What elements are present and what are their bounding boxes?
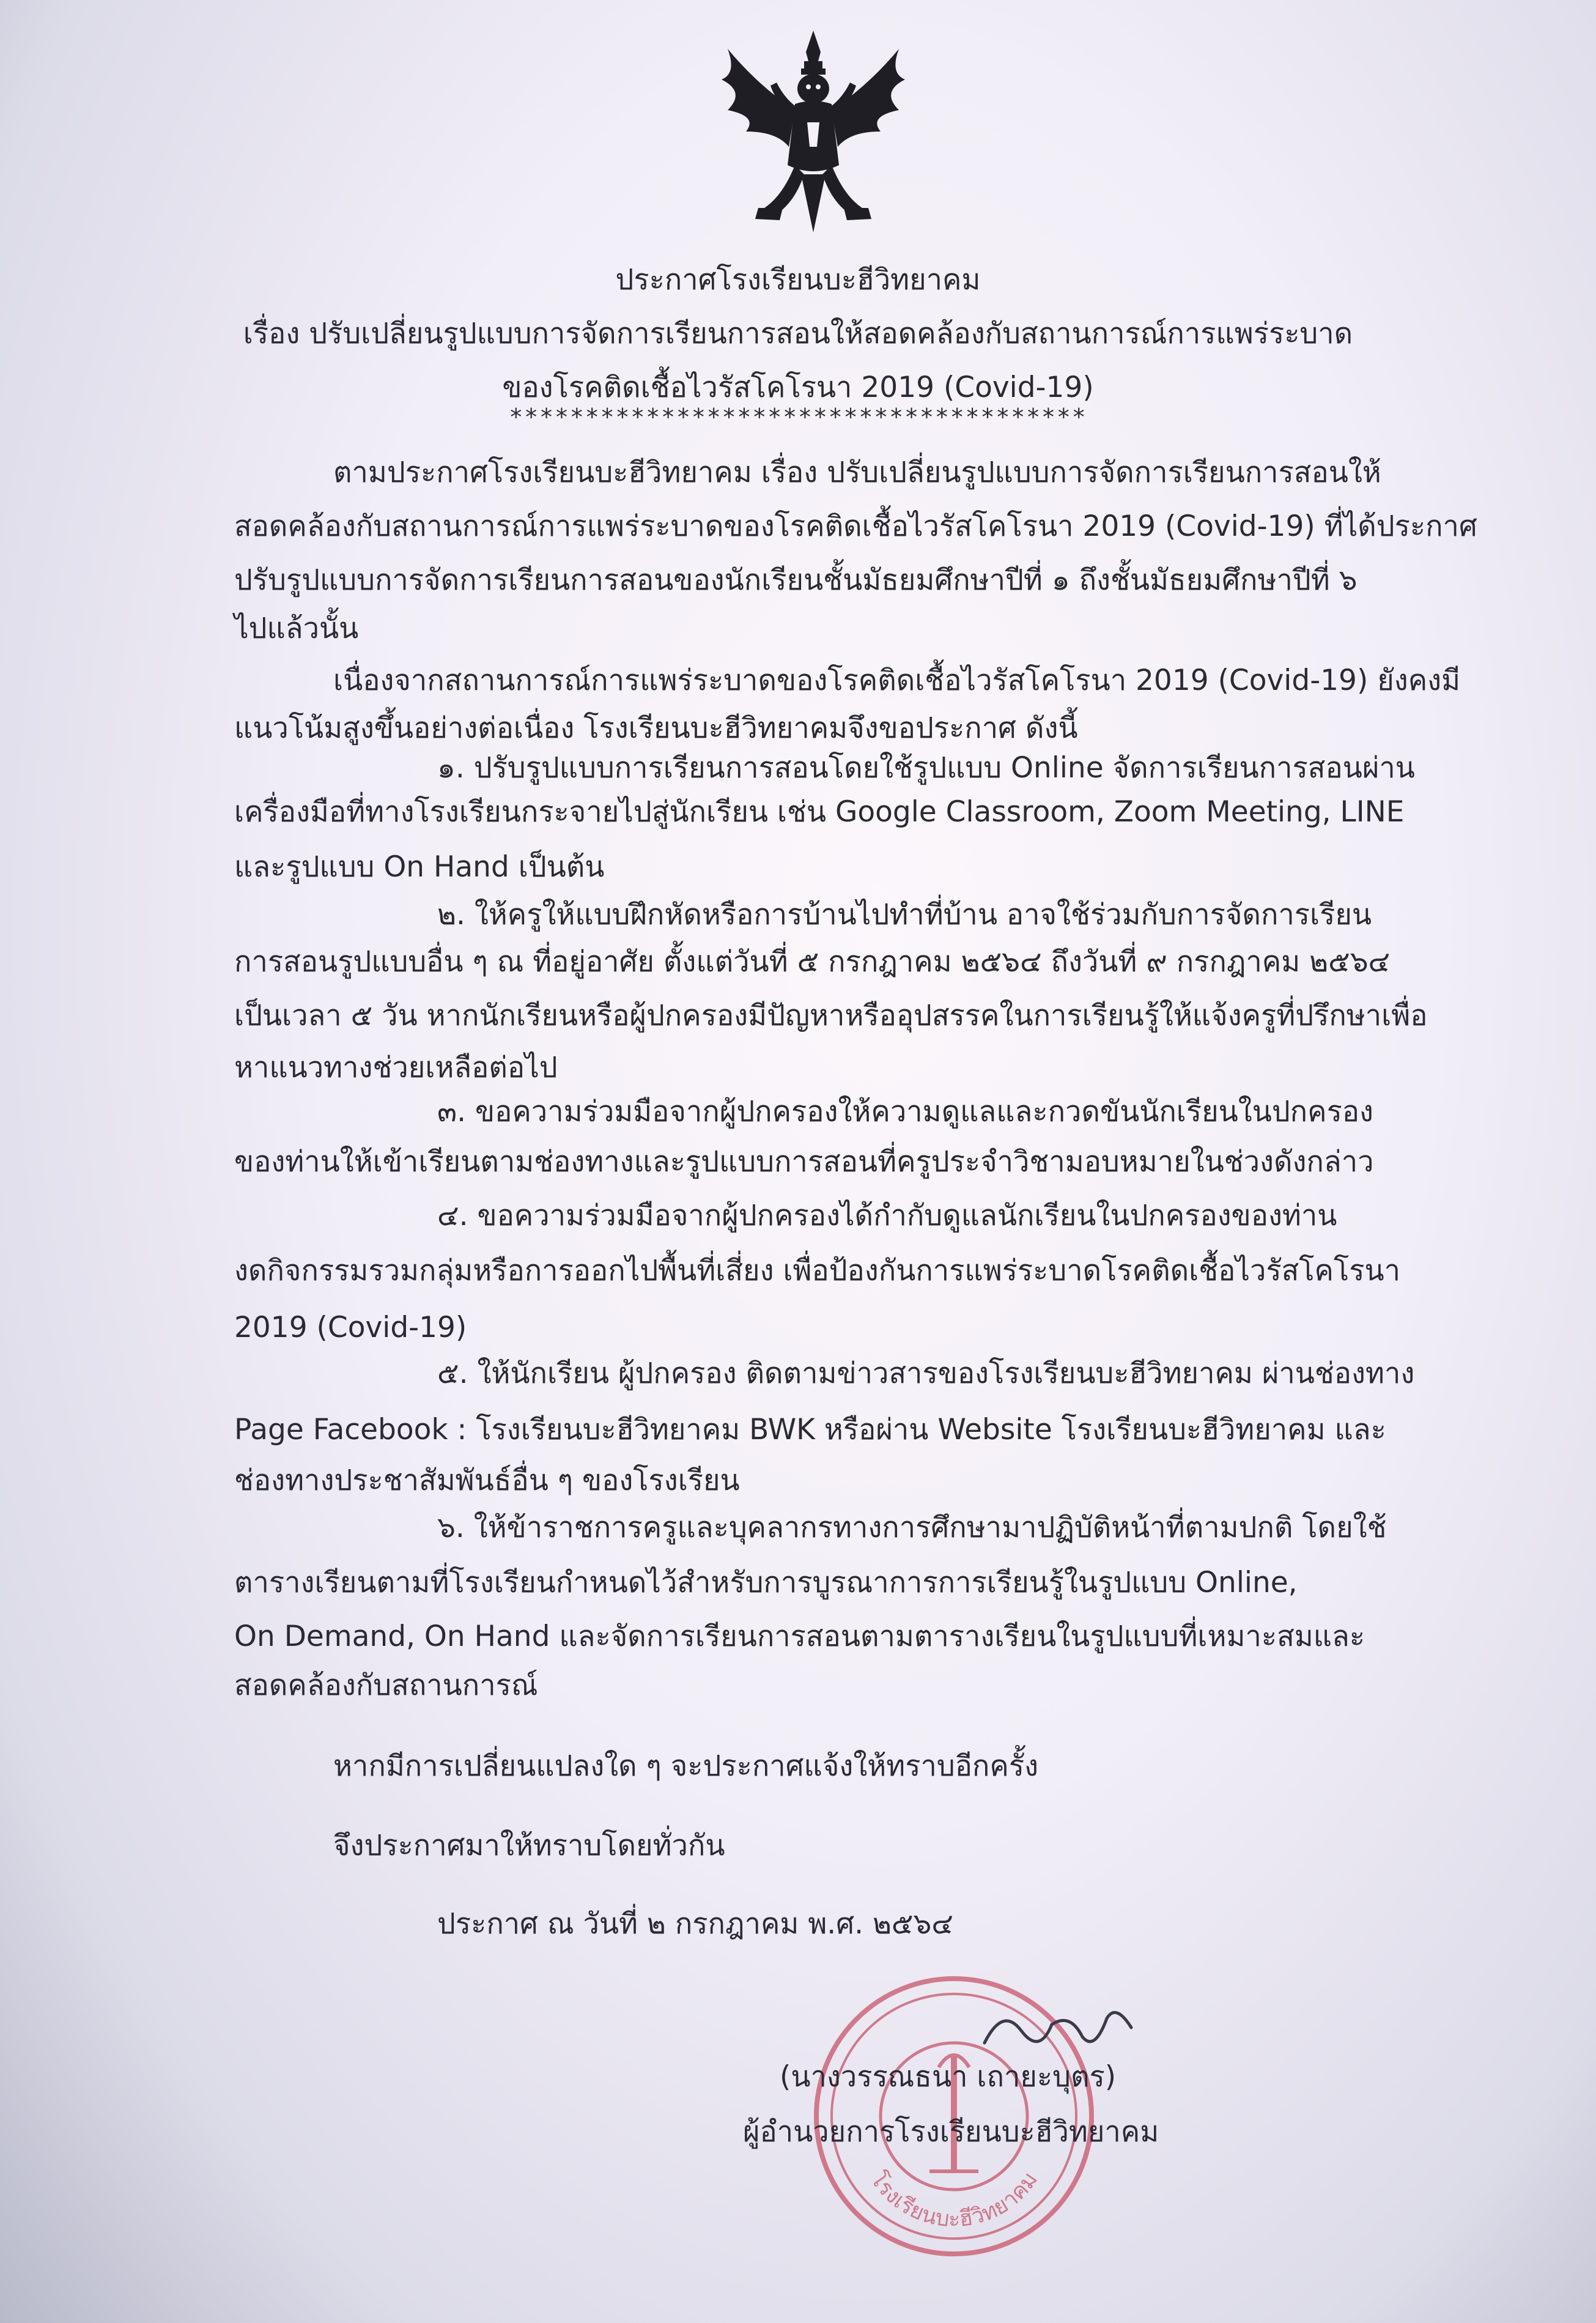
separator-line: **************************************: [509, 404, 1087, 431]
body-line: เนื่องจากสถานการณ์การแพร่ระบาดของโรคติดเชื้อไวรัสโคโรนา 2019 (Covid-19) ยังคงมี: [333, 664, 1461, 697]
body-line: 2019 (Covid-19): [234, 1311, 467, 1344]
body-line: ตารางเรียนตามที่โรงเรียนกำหนดไว้สำหรับการบูรณาการการเรียนรู้ในรูปแบบ Online,: [234, 1566, 1298, 1599]
announcement-subject-line2: ของโรคติดเชื้อไวรัสโคโรนา 2019 (Covid-19): [502, 371, 1094, 404]
body-line: ของท่านให้เข้าเรียนตามช่องทางและรูปแบบการสอนที่ครูประจำวิชามอบหมายในช่วงดังกล่าว: [234, 1145, 1374, 1179]
body-line: ไปแล้วนั้น: [234, 612, 359, 645]
signatory-position: ผู้อำนวยการโรงเรียนบะฮีวิทยาคม: [743, 2115, 1159, 2149]
body-line: ๑. ปรับรูปแบบการเรียนการสอนโดยใช้รูปแบบ Online จัดการเรียนการสอนผ่าน: [437, 751, 1415, 785]
body-line: แนวโน้มสูงขึ้นอย่างต่อเนื่อง โรงเรียนบะฮีวิทยาคมจึงขอประกาศ ดังนี้: [234, 711, 1078, 745]
body-line: ๕. ให้นักเรียน ผู้ปกครอง ติดตามข่าวสารของโรงเรียนบะฮีวิทยาคม ผ่านช่องทาง: [437, 1357, 1415, 1390]
body-line: ช่องทางประชาสัมพันธ์อื่น ๆ ของโรงเรียน: [234, 1464, 740, 1497]
body-line: การสอนรูปแบบอื่น ๆ ณ ที่อยู่อาศัย ตั้งแต่วันที่ ๕ กรกฎาคม ๒๕๖๔ ถึงวันที่ ๙ กรกฎาคม ๒๕๖๔: [234, 945, 1391, 979]
body-line: ๒. ให้ครูให้แบบฝึกหัดหรือการบ้านไปทำที่บ้าน อาจใช้ร่วมกับการจัดการเรียน: [437, 898, 1372, 932]
body-line: งดกิจกรรมรวมกลุ่มหรือการออกไปพื้นที่เสี่ยง เพื่อป้องกันการแพร่ระบาดโรคติดเชื้อไวรัสโคโรนา: [234, 1254, 1400, 1287]
body-line: Page Facebook : โรงเรียนบะฮีวิทยาคม BWK หรือผ่าน Website โรงเรียนบะฮีวิทยาคม และ: [234, 1413, 1386, 1447]
body-line: On Demand, On Hand และจัดการเรียนการสอนตามตารางเรียนในรูปแบบที่เหมาะสมและ: [234, 1620, 1365, 1653]
closing-line2: จึงประกาศมาให้ทราบโดยทั่วกัน: [333, 1829, 725, 1862]
body-line: เครื่องมือที่ทางโรงเรียนกระจายไปสู่นักเรียน เช่น Google Classroom, Zoom Meeting, LINE: [234, 795, 1405, 829]
announcement-title: ประกาศโรงเรียนบะฮีวิทยาคม: [615, 263, 981, 297]
body-line: ตามประกาศโรงเรียนบะฮีวิทยาคม เรื่อง ปรับเปลี่ยนรูปแบบการจัดการเรียนการสอนให้: [333, 456, 1381, 489]
stamp-text: โรงเรียนบะฮีวิทยาคม: [865, 2167, 1043, 2232]
announcement-date: ประกาศ ณ วันที่ ๒ กรกฎาคม พ.ศ. ๒๕๖๔: [437, 1907, 953, 1941]
signatory-name: (นางวรรณธนา เถายะบุตร): [780, 2060, 1117, 2094]
body-line: และรูปแบบ On Hand เป็นต้น: [234, 850, 605, 884]
body-line: หาแนวทางช่วยเหลือต่อไป: [234, 1051, 558, 1084]
body-line: ๖. ให้ข้าราชการครูและบุคลากรทางการศึกษามาปฏิบัติหน้าที่ตามปกติ โดยใช้: [437, 1511, 1387, 1544]
handwritten-signature: [978, 1994, 1137, 2061]
body-line: เป็นเวลา ๕ วัน หากนักเรียนหรือผู้ปกครองมีปัญหาหรืออุปสรรคในการเรียนรู้ให้แจ้งครูที่ปรึกษาเพื่อ: [234, 999, 1428, 1032]
body-line: สอดคล้องกับสถานการณ์: [234, 1669, 538, 1702]
closing-line1: หากมีการเปลี่ยนแปลงใด ๆ จะประกาศแจ้งให้ทราบอีกครั้ง: [333, 1749, 1039, 1783]
body-line: สอดคล้องกับสถานการณ์การแพร่ระบาดของโรคติดเชื้อไวรัสโคโรนา 2019 (Covid-19) ที่ได้ประกาศ: [234, 509, 1477, 543]
body-line: ๓. ขอความร่วมมือจากผู้ปกครองให้ความดูแลและกวดขันนักเรียนในปกครอง: [437, 1095, 1373, 1128]
announcement-subject-line1: เรื่อง ปรับเปลี่ยนรูปแบบการจัดการเรียนการสอนให้สอดคล้องกับสถานการณ์การแพร่ระบาด: [243, 317, 1353, 350]
body-line: ๔. ขอความร่วมมือจากผู้ปกครองได้กำกับดูแลนักเรียนในปกครองของท่าน: [437, 1199, 1337, 1232]
body-line: ปรับรูปแบบการจัดการเรียนการสอนของนักเรียนชั้นมัธยมศึกษาปีที่ ๑ ถึงชั้นมัธยมศึกษาปีที่ ๖: [234, 563, 1358, 597]
garuda-emblem-icon: [703, 24, 923, 245]
